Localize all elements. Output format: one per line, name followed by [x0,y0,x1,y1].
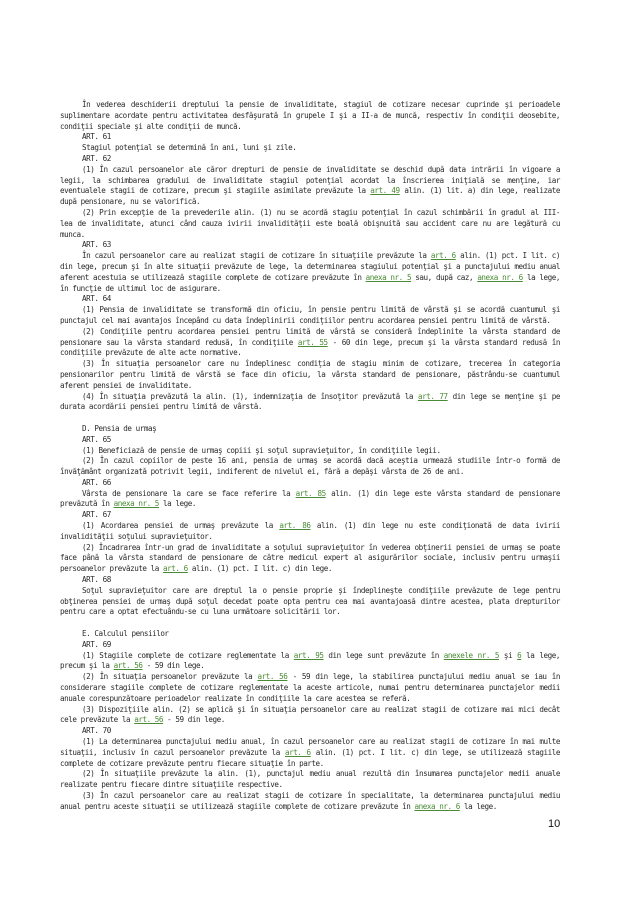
paragraph [60,132,560,143]
paragraph [60,791,560,813]
paragraph-text: ART. 65 [82,434,111,444]
paragraph-text: Vârsta de pensionare la care se face referire la [82,488,296,498]
paragraph-text: (3) În situaţia persoanelor care nu îndeplinesc condiţia de stagiu minim de cotizare, trecerea în categoria pensionarilor pentru limită de vârstă se face din oficiu, la vârsta standard de pensionare, păstrându-se cuantumul aferent pensiei de invaliditate. [60,359,560,390]
paragraph [60,251,560,294]
paragraph-text: la lege. [158,499,197,509]
paragraph-text: ART. 63 [82,240,111,250]
paragraph [60,586,560,618]
paragraph [60,510,560,521]
legal-reference-link[interactable]: art. 85 [295,488,326,498]
paragraph-text: (1) Beneficiază de pensie de urmaş copiii şi soţul supravieţuitor, în condiţiile legii. [82,445,441,455]
paragraph-text: (1) Acordarea pensiei de urmaş prevăzute la [82,521,280,531]
paragraph-text: (2) În situaţia persoanelor prevăzute la [82,672,258,682]
paragraph [60,672,560,704]
paragraph-text: alin. (1) pct. I lit. c) din lege, se utilizează stagiile complete de cotizare prevăzute pentru fiecare situaţie în parte. [60,747,560,768]
paragraph-text: alin. (1) din lege este vârsta standard de pensionare prevăzută în [60,488,560,509]
paragraph [60,737,560,769]
legal-reference-link[interactable]: anexa nr. 5 [365,272,412,282]
paragraph-text: alin. (1) pct. I lit. c) din lege, precum şi în alte situaţii prevăzute de lege, la determinarea stagiului potenţial şi a punctajului mediu anual aferent acestuia se utilizează stagiile complete de cotizare prevăzute în [60,251,561,282]
paragraph [60,446,560,457]
paragraph [60,392,560,414]
paragraph-text: (1) Pensia de invaliditate se transformă din oficiu, în pensie pentru limită de vârstă şi se acordă cuantumul şi punctajul cel mai avantajos începând cu data îndeplinirii condiţiilor pentru acordarea pensiei pentru limită de vârstă. [60,305,560,325]
paragraph-text: E. Calculul pensiilor [82,629,169,639]
paragraph-text: alin. (1) pct. I lit. c) din lege. [187,564,333,574]
page-number: 10 [548,818,561,830]
paragraph-spacer [60,413,560,424]
paragraph-text: (4) În situaţia prevăzută la alin. (1), indemnizaţia de însoţitor prevăzută la [82,391,418,401]
paragraph [60,489,560,511]
paragraph [60,629,560,640]
paragraph-text: sau, după caz, [411,272,478,282]
paragraph-text: (1) La determinarea punctajului mediu anual, în cazul persoanelor care au realizat stagii de cotizare în mai multe situaţii, inclusiv în cazul persoanelor prevăzute la [60,737,560,757]
paragraph-text: ART. 61 [82,132,111,142]
paragraph-text: (3) Dispoziţiile alin. (2) se aplică şi în situaţia persoanelor care au realizat stagii de cotizare mai mici decât cele prevăzute la [60,704,560,725]
paragraph [60,435,560,446]
paragraph [60,240,560,251]
paragraph [60,359,560,391]
paragraph [60,154,560,165]
paragraph-text: ART. 64 [82,294,111,304]
paragraph-text: (2) Încadrarea într-un grad de invaliditate a soţului supravieţuitor în vederea obţinerii pensiei de urmaş se poate face până la vârsta standard de pensionare de către medicul expert al asigurărilor sociale, inclusiv pentru urmaşii persoanelor prevăzute la [60,542,560,574]
legal-reference-link[interactable]: art. 55 [297,337,328,347]
paragraph-text: ART. 66 [82,477,111,487]
paragraph-text: ART. 62 [82,153,111,163]
paragraph-text: În cazul persoanelor care au realizat stagii de cotizare în situaţiile prevăzute la [82,251,431,261]
paragraph [60,705,560,727]
paragraph-text: din lege se menţine şi pe durata acordării pensiei pentru limită de vârstă. [60,391,561,412]
paragraph-text: alin. (1) lit. a) din lege, realizate după pensionare, nu se valorifică. [60,186,561,207]
paragraph [60,575,560,586]
legal-reference-link[interactable]: art. 56 [257,672,288,682]
legal-reference-link[interactable]: art. 49 [370,186,400,196]
paragraph [60,769,560,791]
paragraph [60,208,560,240]
legal-reference-link[interactable]: art. 77 [417,391,448,401]
paragraph [60,100,560,132]
paragraph [60,327,560,359]
paragraph [60,478,560,489]
paragraph [60,424,560,435]
legal-reference-link[interactable]: art. 6 [163,564,188,574]
paragraph-text: (2) Prin excepţie de la prevederile alin. (1) nu se acordă stagiu potenţial în cazul schimbării în gradul al III-lea de invaliditate, atunci când cauza ivirii invalidităţii este boală obişnuită sau accident care nu are legătură cu munca. [60,207,560,239]
paragraph-text: (2) Condiţiile pentru acordarea pensiei pentru limită de vârstă se consideră îndeplinite la vârsta standard de pensionare sau la vârsta standard redusă, în condiţiile [60,326,560,347]
paragraph-text: la lege, precum şi la [60,650,560,671]
paragraph-text: - 59 din lege, la stabilirea punctajului mediu anual se iau în considerare stagiile complete de cotizare reglementate la aceste articole, numai pentru determinarea punctajelor medii anuale corespunzătoare perioadelor realizate în condiţiile la care acestea se referă. [60,672,560,703]
paragraph-text: alin. (1) din lege nu este condiţionată de data ivirii invalidităţii soţului supravieţuitor. [60,521,560,541]
paragraph [60,521,560,543]
legal-reference-link[interactable]: anexa nr. 6 [414,801,460,811]
paragraph-text: la lege, în funcţie de ultimul loc de asigurare. [60,272,561,293]
paragraph [60,543,560,575]
paragraph [60,165,560,208]
legal-reference-link[interactable]: art. 86 [279,521,311,531]
legal-reference-link[interactable]: 6 [517,650,522,660]
paragraph-text: În vederea deschiderii dreptului la pensie de invaliditate, stagiul de cotizare necesar cuprinde şi perioadele suplimentare acordate pentru activitatea desfăşurată în grupele I şi a II-a de muncă, respectiv în condiţii deosebite, condiţii speciale şi alte condiţii de muncă. [60,100,560,131]
paragraph [60,726,560,737]
paragraph-spacer [60,618,560,629]
legal-reference-link[interactable]: anexa nr. 5 [113,499,159,509]
paragraph-text: la lege. [459,801,497,811]
paragraph [60,640,560,651]
legal-reference-link[interactable]: anexa nr. 6 [477,272,523,282]
paragraph-text: ART. 68 [82,575,111,585]
paragraph [60,294,560,305]
paragraph-text: (1) Stagiile complete de cotizare reglementate la [82,650,294,660]
paragraph [60,305,560,327]
paragraph-text: - 60 din lege, precum şi la vârsta standard redusă în condiţiile prevăzute de alte acte normative. [60,337,560,358]
legal-reference-link[interactable]: art. 95 [293,650,324,660]
paragraph-text: ART. 70 [82,726,111,736]
legal-reference-link[interactable]: art. 6 [285,747,311,757]
legal-reference-link[interactable]: art. 56 [134,715,164,725]
legal-reference-link[interactable]: art. 6 [430,251,456,261]
paragraph-text: (3) În cazul persoanelor care au realizat stagii de cotizare în specialitate, la determinarea punctajului mediu anual pentru aceste situaţii se utilizează stagiile complete de cotizare prevăzute în [60,791,560,811]
paragraph-text: (2) În cazul copiilor de peste 16 ani, pensia de urmaş se acordă dacă aceştia urmează studiile într-o formă de învăţământ organizată potrivit legii, indiferent de nivelul ei, fără a depăşi vârsta de 26 de ani. [60,456,560,477]
paragraph-text: ART. 67 [82,510,111,520]
paragraph-text: D. Pensia de urmaş [82,423,157,433]
paragraph-text: - 59 din lege. [142,661,205,671]
paragraph-text: (1) În cazul persoanelor ale căror drepturi de pensie de invaliditate se deschid după data intrării în vigoare a legii, la schimbarea gradului de invaliditate stagiul potenţial acordat la înscrierea iniţială se menţine, iar eventualele stagii de cotizare, precum şi stagiile asimilate prevăzute la [60,164,560,196]
paragraph [60,651,560,673]
paragraph-text: şi [499,650,518,660]
paragraph-text: Stagiul potenţial se determină în ani, luni şi zile. [82,143,297,153]
paragraph-text: - 59 din lege. [163,715,225,725]
paragraph-text: (2) În situaţiile prevăzute la alin. (1), punctajul mediu anual rezultă din însumarea punctajelor medii anuale realizate pentru fiecare dintre situaţiile respective. [60,769,560,790]
legal-reference-link[interactable]: art. 56 [113,661,143,671]
paragraph-text: Soţul supravieţuitor care are dreptul la o pensie proprie şi îndeplineşte condiţiile prevăzute de lege pentru obţinerea pensiei de urmaş după soţul decedat poate opta pentru cea mai avantajoasă dintre acestea, plata drepturilor pentru care a optat efectuându-se cu luna următoare solicitării lor. [60,585,560,617]
document-body [60,100,560,813]
paragraph [60,143,560,154]
legal-reference-link[interactable]: anexele nr. 5 [443,650,499,660]
paragraph-text: din lege sunt prevăzute în [323,650,444,660]
paragraph-text: ART. 69 [82,639,111,649]
paragraph [60,456,560,478]
